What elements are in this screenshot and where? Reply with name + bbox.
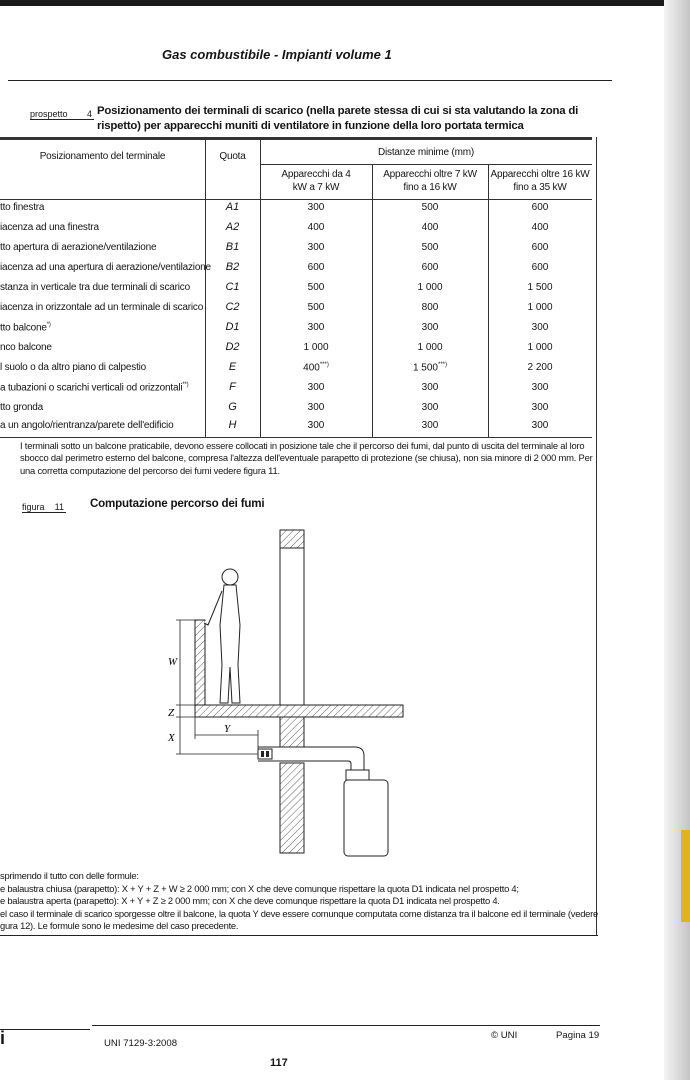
dim-x-label: X (168, 732, 175, 744)
dim-z-label: Z (168, 707, 175, 719)
footer-standard: UNI 7129-3:2008 (104, 1038, 178, 1049)
scan-top-edge (0, 0, 690, 6)
table-row: tto balcone*) D1 300 300 300 (0, 321, 549, 334)
boiler-unit (344, 780, 388, 856)
section-tab-marker (681, 830, 690, 922)
table-row: stanza in verticale tra due terminali di scarico C1 500 1 000 1 500 (0, 281, 553, 293)
footer-rule-left (0, 1029, 90, 1030)
table-row: iacenza ad una apertura di aerazione/ventilazione B2 600 600 600 (0, 261, 549, 273)
table-top-rule (0, 137, 592, 140)
table-row: a un angolo/rientranza/parete dell'edificio H 300 300 300 (0, 419, 549, 431)
prospetto-word: prospetto (30, 109, 68, 119)
prospetto-label (30, 109, 94, 120)
table-subheader-rule (260, 164, 592, 165)
book-page-number: 117 (270, 1057, 288, 1069)
table-subheader-1: Apparecchi da 4 kW a 7 kW (281, 169, 351, 193)
table-row: tto finestra A1 300 500 600 (0, 201, 549, 213)
header-rule (8, 80, 612, 81)
formula-line: el caso il terminale di scarico sporgesse oltre il balcone, la quota Y deve essere comunque computata come distanza tra il balcone ed il terminale (vedere (0, 907, 598, 919)
formulas-block (0, 870, 600, 933)
wall-upper (280, 530, 304, 705)
footer-page: Pagina 19 (556, 1030, 600, 1041)
formula-line: e balaustra chiusa (parapetto): X + Y + Z + W ≥ 2 000 mm; con X che deve comunque rispettare la quota D1 indicata nel prospetto 4; (0, 882, 519, 894)
table-row: a tubazioni o scarichi verticali od orizzontali**) F 300 300 300 (0, 381, 549, 394)
footer-rule (92, 1025, 600, 1026)
table-row: tto apertura di aerazione/ventilazione B1 300 500 600 (0, 241, 549, 253)
formula-line: gura 12). Le formule sono le medesime del caso precedente. (0, 920, 239, 932)
dim-y-label: Y (224, 723, 231, 735)
table-row: l suolo o da altro piano di calpestio E 400***) 1 500***) 2 200 (0, 361, 553, 374)
wall-cap-hatch (280, 530, 304, 548)
formula-intro: sprimendo il tutto con delle formule: (0, 870, 139, 881)
formula-line: e balaustra aperta (parapetto): X + Y + Z ≥ 2 000 mm; con X che deve comunque rispettare la quota D1 indicata nel prospetto 4. (0, 895, 500, 907)
wall-lower-top (280, 717, 304, 747)
flue-terminal (258, 749, 272, 759)
table-header-quota: Quota (219, 151, 246, 162)
footer-copyright: © UNI (491, 1030, 518, 1041)
figure-number: 11 (54, 502, 64, 512)
table-row: iacenza ad una finestra A2 400 400 400 (0, 221, 549, 233)
table-row: tto gronda G 300 300 300 (0, 401, 549, 413)
wall-lower (280, 763, 304, 853)
figure-word: figura (22, 502, 45, 512)
running-header-title: Gas combustibile - Impianti volume 1 (162, 47, 392, 62)
section-frame-right (596, 137, 597, 935)
prospetto-number: 4 (86, 109, 92, 119)
table-bottom-rule (0, 437, 592, 438)
table-row: iacenza in orizzontale ad un terminale di scarico C2 500 800 1 000 (0, 301, 553, 313)
table-header-position: Posizionamento del terminale (39, 151, 166, 162)
balcony-slab (195, 705, 403, 717)
uni-logo: i (0, 1028, 6, 1048)
table-subheader-2: Apparecchi oltre 7 kW fino a 16 kW (383, 169, 477, 193)
prospetto-title: Posizionamento dei terminali di scarico (nella parete stessa di cui si sta valutando la zona di rispetto) per apparecchi muniti di ventilatore in funzione della loro portata termica (97, 105, 579, 132)
table-subheader-3: Apparecchi oltre 16 kW fino a 35 kW (490, 169, 590, 193)
section-bottom-rule (0, 935, 598, 936)
table-note: I terminali sotto un balcone praticabile, devono essere collocati in posizione tale che il percorso dei fumi, dal punto di uscita del terminale al loro sbocco dal perimetro esterno del balcone, compresa l'altezza dell'eventuale parapetto di protezione (se chiusa), non sia minore di 2 000 mm. Per una corretta computazione del percorso dei fumi vedere figura 11. (20, 440, 593, 476)
table-header-distances: Distanze minime (mm) (377, 147, 474, 158)
balcony-parapet (195, 620, 205, 705)
flue-path-diagram (150, 525, 420, 860)
person-figure (204, 569, 240, 703)
dim-w-label: W (168, 656, 178, 668)
figure-label (22, 502, 66, 513)
table-row: nco balcone D2 1 000 1 000 1 000 (0, 341, 553, 353)
figure-title: Computazione percorso dei fumi (90, 497, 265, 510)
